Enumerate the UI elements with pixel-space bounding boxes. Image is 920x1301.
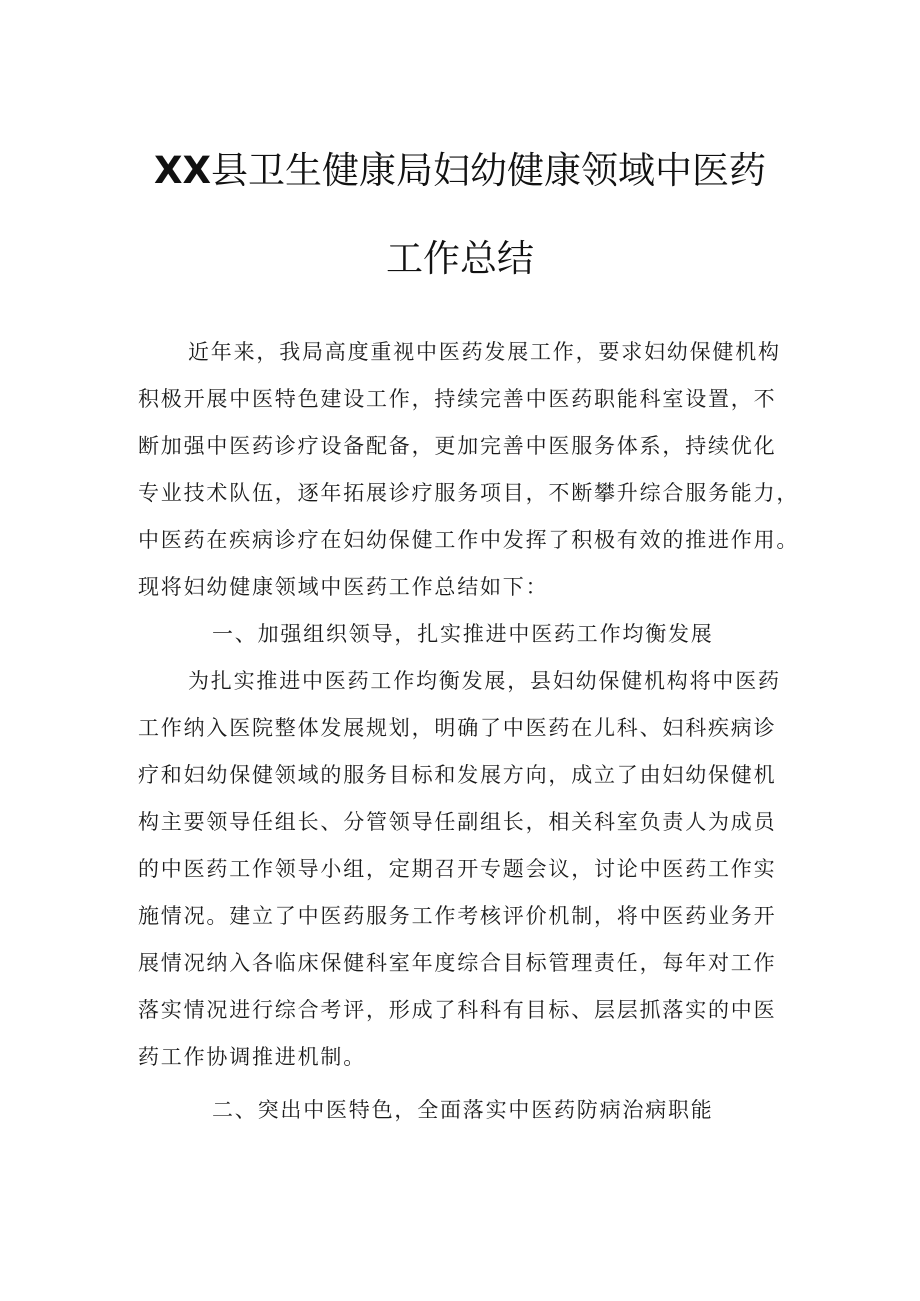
document-title-line-1 <box>0 140 920 194</box>
paragraph-section-1-line-8: 落实情况进行综合考评，形成了科科有目标、层层抓落实的中医 <box>138 998 777 1022</box>
paragraph-section-1-line-5: 的中医药工作领导小组，定期召开专题会议，讨论中医药工作实 <box>138 857 777 881</box>
paragraph-section-1-line-9: 药工作协调推进机制。 <box>138 1045 366 1069</box>
document-title-line-2: 工作总结 <box>386 237 534 280</box>
title-line-1-text: 县卫生健康局妇幼健康领域中医药 <box>211 149 767 192</box>
paragraph-section-1-line-6: 施情况。建立了中医药服务工作考核评价机制，将中医药业务开 <box>138 904 777 928</box>
section-heading-2: 二、突出中医特色，全面落实中医药防病治病职能 <box>212 1098 714 1122</box>
paragraph-section-1-line-1: 为扎实推进中医药工作均衡发展，县妇幼保健机构将中医药 <box>188 669 781 693</box>
paragraph-intro-line-6: 现将妇幼健康领域中医药工作总结如下： <box>138 575 549 599</box>
paragraph-section-1-line-7: 展情况纳入各临床保健科室年度综合目标管理责任，每年对工作 <box>138 951 777 975</box>
paragraph-intro-line-5: 中医药在疾病诊疗在妇幼保健工作中发挥了积极有效的推进作用。 <box>138 528 800 552</box>
paragraph-intro-line-3: 断加强中医药诊疗设备配备，更加完善中医服务体系，持续优化 <box>138 434 777 458</box>
section-heading-1: 一、加强组织领导，扎实推进中医药工作均衡发展 <box>212 622 714 646</box>
paragraph-section-1-line-4: 构主要领导任组长、分管领导任副组长，相关科室负责人为成员 <box>138 810 777 834</box>
paragraph-section-1-line-3: 疗和妇幼保健领域的服务目标和发展方向，成立了由妇幼保健机 <box>138 763 777 787</box>
paragraph-section-1-line-2: 工作纳入医院整体发展规划，明确了中医药在儿科、妇科疾病诊 <box>138 716 777 740</box>
paragraph-intro-line-2: 积极开展中医特色建设工作，持续完善中医药职能科室设置，不 <box>138 387 777 411</box>
paragraph-intro-line-1: 近年来，我局高度重视中医药发展工作，要求妇幼保健机构 <box>188 340 781 364</box>
title-prefix: XX <box>153 149 212 192</box>
paragraph-intro-line-4: 专业技术队伍，逐年拓展诊疗服务项目，不断攀升综合服务能力， <box>138 481 800 505</box>
